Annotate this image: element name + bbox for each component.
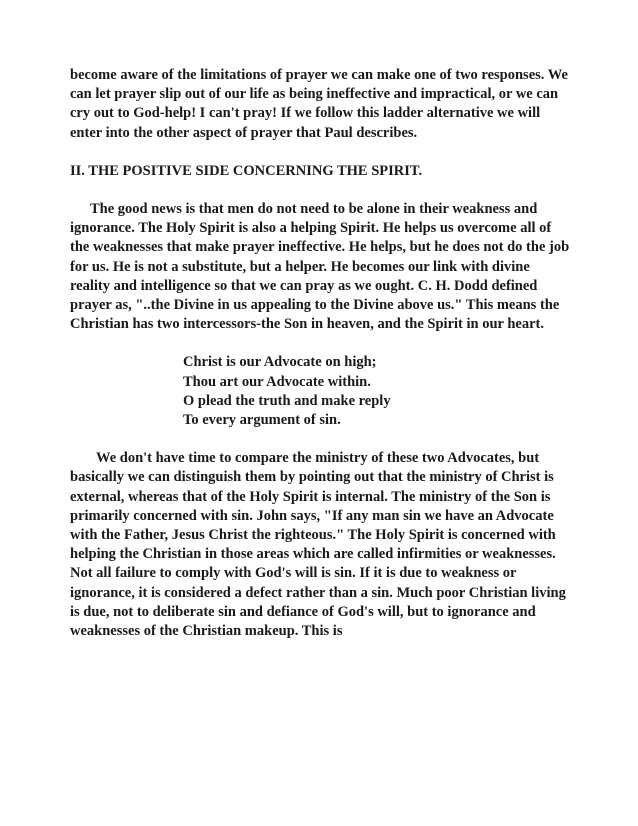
poem-line-3: O plead the truth and make reply [183, 392, 391, 409]
paragraph-good-news: The good news is that men do not need to be alone in their weakness and ignorance. The Holy Spirit is also a helping Spirit. He helps us overcome all of the weaknesses that make prayer ineffective. He helps, but he does not do the job for us. He is not a substitute, but a helper. He becomes our link with divine reality and intelligence so that we can pray as we ought. C. H. Dodd defined prayer as, "..the Divine in us appealing to the Divine above us." This means the Christian has two intercessors-the Son in heaven, and the Spirit in our heart. [70, 201, 570, 333]
poem-line-4: To every argument of sin. [183, 412, 341, 429]
poem-line-1: Christ is our Advocate on high; [183, 354, 377, 371]
section-heading: II. THE POSITIVE SIDE CONCERNING THE SPIRIT. [70, 162, 423, 179]
poem-line-2: Thou art our Advocate within. [183, 373, 371, 390]
paragraph-intro: become aware of the limitations of prayer we can make one of two responses. We can let prayer slip out of our life as being ineffective and impractical, or we can cry out to God-help! I can't pray! If we follow this ladder alternative we will enter into the other aspect of prayer that Paul describes. [70, 67, 568, 141]
document-page [70, 66, 570, 641]
paragraph-advocates: We don't have time to compare the ministry of these two Advocates, but basically we can distinguish them by pointing out that the ministry of Christ is external, whereas that of the Holy Spirit is internal. The ministry of the Son is primarily concerned with sin. John says, "If any man sin we have an Advocate with the Father, Jesus Christ the righteous." The Holy Spirit is concerned with helping the Christian in those areas which are called infirmities or weaknesses. Not all failure to comply with God's will is sin. If it is due to weakness or ignorance, it is considered a defect rather than a sin. Much poor Christian living is due, not to deliberate sin and defiance of God's will, but to ignorance and weaknesses of the Christian makeup. This is [70, 450, 566, 640]
poem-block [183, 353, 570, 430]
